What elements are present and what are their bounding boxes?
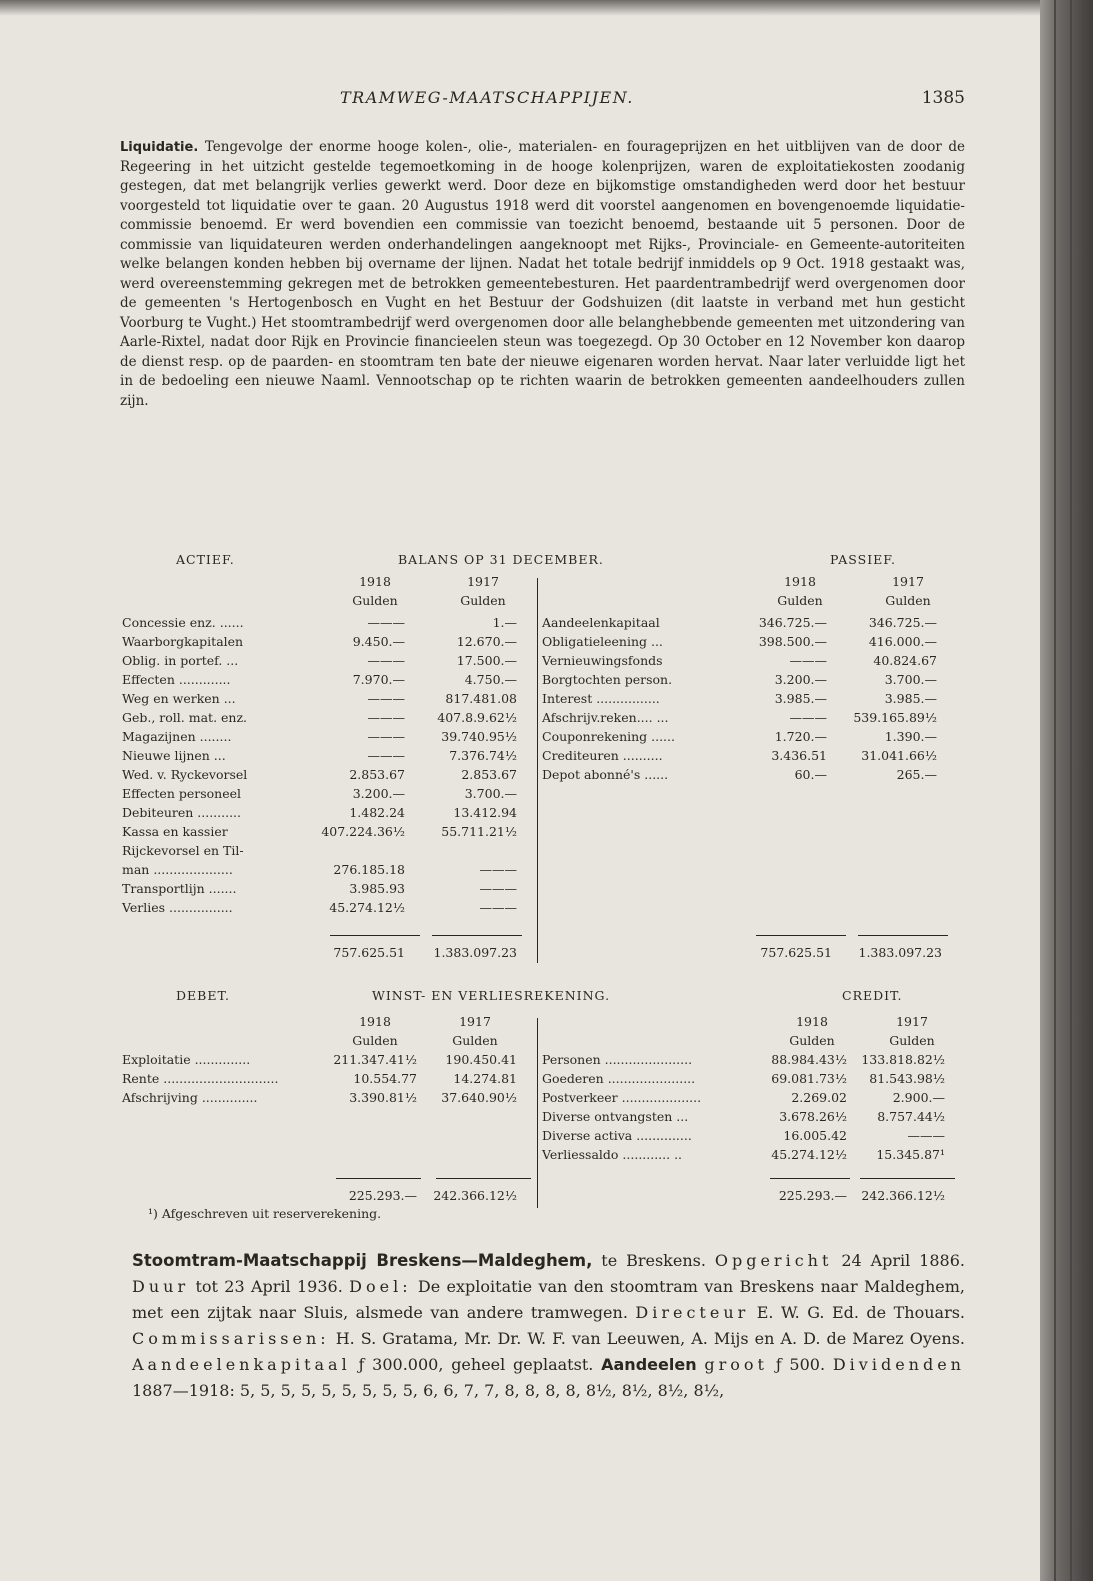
book-binding-edge xyxy=(1040,0,1093,1581)
actief-row-label: Verlies ................ xyxy=(122,900,233,915)
groot-label: groot xyxy=(704,1355,768,1374)
actief-row-1917: ——— xyxy=(479,862,517,877)
actief-total-rule-1917 xyxy=(432,935,522,936)
passief-row-1917: 40.824.67 xyxy=(873,653,937,668)
passief-total-1918: 757.625.51 xyxy=(760,945,832,960)
commissarissen-value: H. S. Gratama, Mr. Dr. W. F. van Leeuwen, A. Mijs en A. D. de Marez Oyens. xyxy=(335,1329,965,1348)
credit-totals xyxy=(767,1186,967,1205)
credit-row-1917: 81.543.98½ xyxy=(869,1071,945,1086)
passief-row xyxy=(542,727,962,746)
credit-total-1917: 242.366.12½ xyxy=(861,1188,945,1203)
actief-row-label: Effecten ............. xyxy=(122,672,231,687)
actief-row-1917: ——— xyxy=(479,881,517,896)
debet-year-1917: 1917 xyxy=(459,1014,491,1029)
actief-row xyxy=(122,898,532,917)
passief-unit-1918: Gulden xyxy=(777,593,823,608)
debet-table xyxy=(122,1050,532,1107)
passief-row xyxy=(542,765,962,784)
credit-total-rule-1917 xyxy=(860,1178,955,1179)
binding-line xyxy=(1054,0,1056,1581)
credit-unit-1917: Gulden xyxy=(889,1033,935,1048)
actief-row-1917: 55.711.21½ xyxy=(441,824,517,839)
actief-row xyxy=(122,784,532,803)
passief-row xyxy=(542,651,962,670)
actief-row-label: Debiteuren ........... xyxy=(122,805,241,820)
credit-row-1917: 8.757.44½ xyxy=(877,1109,945,1124)
debet-row-1918: 3.390.81½ xyxy=(349,1090,417,1105)
actief-row-1917: 1.— xyxy=(492,615,517,630)
credit-row-1917: 15.345.87¹ xyxy=(876,1147,945,1162)
aandeelen-label: Aandeelen xyxy=(601,1355,697,1374)
actief-row-1917: 817.481.08 xyxy=(445,691,517,706)
actief-row-1918: ——— xyxy=(367,653,405,668)
passief-row xyxy=(542,689,962,708)
passief-row-1918: 346.725.— xyxy=(758,615,827,630)
actief-row-1918: 2.853.67 xyxy=(349,767,405,782)
passief-row-label: Interest ................ xyxy=(542,691,660,706)
actief-row xyxy=(122,670,532,689)
passief-row-1918: ——— xyxy=(789,710,827,725)
binding-line xyxy=(1082,0,1084,1581)
debet-row-1917: 14.274.81 xyxy=(453,1071,517,1086)
passief-row-1917: 3.985.— xyxy=(884,691,937,706)
actief-row-1918: 407.224.36½ xyxy=(321,824,405,839)
debet-unit-1917: Gulden xyxy=(452,1033,498,1048)
groot-value: ƒ 500. xyxy=(775,1355,826,1374)
actief-row-1918: ——— xyxy=(367,691,405,706)
passief-row-1917: 3.700.— xyxy=(884,672,937,687)
credit-row-1917: 2.900.— xyxy=(892,1090,945,1105)
debet-total-rule-1918 xyxy=(336,1178,421,1179)
debet-row-1918: 211.347.41½ xyxy=(333,1052,417,1067)
credit-row-1918: 88.984.43½ xyxy=(771,1052,847,1067)
actief-row xyxy=(122,708,532,727)
actief-row-1917: 17.500.— xyxy=(456,653,517,668)
credit-row xyxy=(542,1126,962,1145)
balans-divider xyxy=(537,578,538,963)
credit-column-headers xyxy=(772,1012,972,1050)
actief-row-label: Effecten personeel xyxy=(122,786,242,801)
credit-row-1917: 133.818.82½ xyxy=(861,1052,945,1067)
actief-title: ACTIEF. xyxy=(176,552,235,567)
actief-row-label: Concessie enz. ...... xyxy=(122,615,244,630)
actief-table xyxy=(122,613,532,917)
actief-row-1917: 13.412.94 xyxy=(453,805,517,820)
passief-row xyxy=(542,708,962,727)
passief-total-1917: 1.383.097.23 xyxy=(858,945,942,960)
stoomtram-entry xyxy=(132,1248,965,1404)
credit-row xyxy=(542,1050,962,1069)
debet-row-1917: 190.450.41 xyxy=(445,1052,517,1067)
actief-row-1918: ——— xyxy=(367,615,405,630)
actief-totals xyxy=(317,943,537,962)
debet-unit-1918: Gulden xyxy=(352,1033,398,1048)
credit-row-label: Goederen ...................... xyxy=(542,1071,696,1086)
passief-row-1918: 60.— xyxy=(794,767,827,782)
credit-row xyxy=(542,1069,962,1088)
debet-column-headers xyxy=(335,1012,535,1050)
credit-row-label: Diverse ontvangsten ... xyxy=(542,1109,689,1124)
actief-row xyxy=(122,879,532,898)
actief-unit-1918: Gulden xyxy=(352,593,398,608)
passief-row-1918: 398.500.— xyxy=(758,634,827,649)
actief-row-1918: 1.482.24 xyxy=(349,805,405,820)
actief-row-label: Waarborgkapitalen xyxy=(122,634,244,649)
binding-line xyxy=(1070,0,1072,1581)
passief-row-1917: 31.041.66½ xyxy=(861,748,937,763)
passief-row xyxy=(542,632,962,651)
passief-row-1918: ——— xyxy=(789,653,827,668)
passief-unit-1917: Gulden xyxy=(885,593,931,608)
page-top-shadow xyxy=(0,0,1040,16)
actief-total-1918: 757.625.51 xyxy=(333,945,405,960)
passief-row-1918: 3.985.— xyxy=(774,691,827,706)
opgericht-value: 24 April 1886. xyxy=(841,1251,965,1270)
actief-row-1918: 45.274.12½ xyxy=(329,900,405,915)
passief-totals xyxy=(737,943,967,962)
liquidatie-label: Liquidatie. xyxy=(120,140,199,155)
kapitaal-value: ƒ 300.000, geheel geplaatst. xyxy=(358,1355,594,1374)
credit-year-1917: 1917 xyxy=(896,1014,928,1029)
actief-row-1918: 7.970.— xyxy=(352,672,405,687)
actief-row xyxy=(122,803,532,822)
credit-row xyxy=(542,1107,962,1126)
debet-row xyxy=(122,1050,532,1069)
winst-title: WINST- EN VERLIESREKENING. xyxy=(372,988,611,1003)
passief-row-1918: 3.200.— xyxy=(774,672,827,687)
credit-row-label: Personen ...................... xyxy=(542,1052,693,1067)
opgericht-label: Opgericht xyxy=(714,1251,833,1270)
credit-row-1918: 2.269.02 xyxy=(791,1090,847,1105)
passief-row-1918: 1.720.— xyxy=(774,729,827,744)
passief-row xyxy=(542,613,962,632)
liquidatie-text: Tengevolge der enorme hooge kolen-, olie-, materialen- en fourageprijzen en het uitblijven van de door de Regeering in het uitzicht gestelde tegemoetkoming in de hooge kolenprijzen, waren de exploitatiekosten zoodanig gestegen, dat met belangrijk verlies gewerkt werd. Door deze en bijkomstige omstandigheden werd door het bestuur voorgesteld tot liquidatie over te gaan. 20 Augustus 1918 werd dit voorstel aangenomen en bovengenoemde liquidatie-commissie benoemd. Er werd bovendien een commissie van toezicht benoemd, bestaande uit 5 personen. Door de commissie van liquidateuren werden onderhandelingen aangeknoopt met Rijks-, Provinciale- en Gemeente-autoriteiten welke belangen konden hebben bij overname der lijnen. Nadat het totale bedrijf inmiddels op 9 Oct. 1918 gestaakt was, werd overeenstemming gekregen met de betrokken gemeentebesturen. Het paardentrambedrijf werd overgenomen door de gemeenten 's Hertogenbosch en Vught en het Bestuur der Godshuizen (dit laatste in verband met hun gesticht Voorburg te Vught.) Het stoomtrambedrijf werd overgenomen door alle belanghebbende gemeenten met uitzondering van Aarle-Rixtel, nadat door Rijk en Provincie financieelen steun was toegezegd. Op 30 October en 12 November kon daarop de dienst resp. op de paarden- en stoomtram ten bate der nieuwe eigenaren worden hervat. Naar later verluidde ligt het in de bedoeling een nieuwe Naaml. Vennootschap op te richten waarin de betrokken gemeenten aandeelhouders zullen zijn. xyxy=(120,139,965,409)
credit-title: CREDIT. xyxy=(842,988,903,1003)
commissarissen-label: Commissarissen: xyxy=(132,1329,330,1348)
actief-row-label: Nieuwe lijnen ... xyxy=(122,748,226,763)
actief-total-1917: 1.383.097.23 xyxy=(433,945,517,960)
credit-row xyxy=(542,1145,962,1164)
credit-row-1917: ——— xyxy=(907,1128,945,1143)
passief-row-1917: 1.390.— xyxy=(884,729,937,744)
passief-row-label: Vernieuwingsfonds xyxy=(542,653,663,668)
winst-divider xyxy=(537,1018,538,1208)
debet-row-label: Rente ............................. xyxy=(122,1071,279,1086)
balans-title: BALANS OP 31 DECEMBER. xyxy=(398,552,604,567)
credit-row-1918: 3.678.26½ xyxy=(779,1109,847,1124)
actief-row-1918: 3.200.— xyxy=(352,786,405,801)
actief-row-1917: 12.670.— xyxy=(456,634,517,649)
actief-row-1917: 2.853.67 xyxy=(461,767,517,782)
passief-row-label: Crediteuren .......... xyxy=(542,748,663,763)
passief-row-1918: 3.436.51 xyxy=(771,748,827,763)
passief-row xyxy=(542,746,962,765)
passief-row-label: Aandeelenkapitaal xyxy=(542,615,660,630)
doel-value: De exploitatie van den stoomtram van Breskens naar Maldeghem, met een zijtak naar Sluis, alsmede van andere tramwegen. xyxy=(132,1277,965,1322)
debet-year-1918: 1918 xyxy=(359,1014,391,1029)
actief-row xyxy=(122,727,532,746)
credit-row-1918: 69.081.73½ xyxy=(771,1071,847,1086)
dividend-label: Dividenden xyxy=(832,1355,965,1374)
credit-row-label: Verliessaldo ............ .. xyxy=(542,1147,683,1162)
passief-year-1917: 1917 xyxy=(892,574,924,589)
credit-unit-1918: Gulden xyxy=(789,1033,835,1048)
passief-row-label: Couponrekening ...... xyxy=(542,729,675,744)
company-location: te Breskens. xyxy=(601,1251,706,1270)
company-heading: Stoomtram-Maatschappij Breskens—Maldeghem, xyxy=(132,1251,593,1270)
actief-row-label: Kassa en kassier xyxy=(122,824,228,839)
actief-row-label: Geb., roll. mat. enz. xyxy=(122,710,248,725)
actief-total-rule-1918 xyxy=(330,935,420,936)
credit-row-label: Diverse activa .............. xyxy=(542,1128,692,1143)
debet-total-1917: 242.366.12½ xyxy=(433,1188,517,1203)
passief-year-1918: 1918 xyxy=(784,574,816,589)
actief-row-label: Magazijnen ........ xyxy=(122,729,232,744)
actief-row-label: Transportlijn ....... xyxy=(122,881,237,896)
actief-row-1918: ——— xyxy=(367,729,405,744)
actief-row-1917: ——— xyxy=(479,900,517,915)
directeur-label: Directeur xyxy=(635,1303,750,1322)
actief-row-1917: 4.750.— xyxy=(464,672,517,687)
debet-total-1918: 225.293.— xyxy=(348,1188,417,1203)
duur-label: Duur xyxy=(132,1277,190,1296)
credit-row-1918: 16.005.42 xyxy=(783,1128,847,1143)
passief-row-1917: 265.— xyxy=(896,767,937,782)
actief-row xyxy=(122,860,532,879)
actief-row xyxy=(122,841,532,860)
credit-row xyxy=(542,1088,962,1107)
actief-column-headers xyxy=(330,572,530,610)
actief-row xyxy=(122,822,532,841)
passief-total-rule-1917 xyxy=(858,935,948,936)
debet-row-1918: 10.554.77 xyxy=(353,1071,417,1086)
running-head xyxy=(120,88,965,112)
passief-title: PASSIEF. xyxy=(830,552,896,567)
credit-row-1918: 45.274.12½ xyxy=(771,1147,847,1162)
directeur-value: E. W. G. Ed. de Thouars. xyxy=(756,1303,966,1322)
actief-year-1917: 1917 xyxy=(467,574,499,589)
actief-row-label: Rijckevorsel en Til- xyxy=(122,843,244,858)
actief-row xyxy=(122,765,532,784)
passief-row-1917: 416.000.— xyxy=(868,634,937,649)
actief-row-1917: 7.376.74½ xyxy=(449,748,517,763)
actief-row-label: Oblig. in portef. ... xyxy=(122,653,239,668)
debet-row xyxy=(122,1088,532,1107)
debet-row xyxy=(122,1069,532,1088)
passief-row xyxy=(542,670,962,689)
actief-row-1918: ——— xyxy=(367,710,405,725)
passief-row-label: Obligatieleening ... xyxy=(542,634,663,649)
footnote: ¹) Afgeschreven uit reserverekening. xyxy=(148,1206,382,1221)
actief-row-1918: 9.450.— xyxy=(352,634,405,649)
actief-row-label: Wed. v. Ryckevorsel xyxy=(122,767,248,782)
passief-row-label: Depot abonné's ...... xyxy=(542,767,669,782)
passief-table xyxy=(542,613,962,784)
debet-row-label: Exploitatie .............. xyxy=(122,1052,251,1067)
debet-row-1917: 37.640.90½ xyxy=(441,1090,517,1105)
actief-row xyxy=(122,613,532,632)
actief-unit-1917: Gulden xyxy=(460,593,506,608)
actief-row-1917: 39.740.95½ xyxy=(441,729,517,744)
actief-row-1917: 3.700.— xyxy=(464,786,517,801)
debet-row-label: Afschrijving .............. xyxy=(122,1090,258,1105)
passief-row-label: Afschrijv.reken.... ... xyxy=(542,710,669,725)
actief-row-1918: 276.185.18 xyxy=(333,862,405,877)
doel-label: Doel: xyxy=(349,1277,412,1296)
passief-total-rule-1918 xyxy=(756,935,846,936)
credit-row-label: Postverkeer .................... xyxy=(542,1090,702,1105)
actief-year-1918: 1918 xyxy=(359,574,391,589)
kapitaal-label: Aandeelenkapitaal xyxy=(132,1355,351,1374)
debet-total-rule-1917 xyxy=(436,1178,531,1179)
credit-year-1918: 1918 xyxy=(796,1014,828,1029)
actief-row xyxy=(122,746,532,765)
credit-table xyxy=(542,1050,962,1164)
liquidatie-paragraph xyxy=(120,138,965,411)
passief-row-1917: 539.165.89½ xyxy=(853,710,937,725)
actief-row-1918: ——— xyxy=(367,748,405,763)
actief-row-label: man .................... xyxy=(122,862,233,877)
credit-total-rule-1918 xyxy=(770,1178,850,1179)
dividend-value: 1887—1918: 5, 5, 5, 5, 5, 5, 5, 5, 5, 6, 6, 7, 7, 8, 8, 8, 8, 8½, 8½, 8½, 8½, xyxy=(132,1381,725,1400)
debet-totals xyxy=(332,1186,532,1205)
actief-row xyxy=(122,689,532,708)
page-number: 1385 xyxy=(921,88,965,108)
credit-total-1918: 225.293.— xyxy=(778,1188,847,1203)
passief-row-1917: 346.725.— xyxy=(868,615,937,630)
actief-row-1917: 407.8.9.62½ xyxy=(437,710,517,725)
actief-row-label: Weg en werken ... xyxy=(122,691,236,706)
passief-row-label: Borgtochten person. xyxy=(542,672,673,687)
actief-row-1918: 3.985.93 xyxy=(349,881,405,896)
actief-row xyxy=(122,632,532,651)
debet-title: DEBET. xyxy=(176,988,230,1003)
actief-row xyxy=(122,651,532,670)
duur-value: tot 23 April 1936. xyxy=(195,1277,343,1296)
running-title: TRAMWEG-MAATSCHAPPIJEN. xyxy=(340,88,634,107)
passief-column-headers xyxy=(760,572,970,610)
